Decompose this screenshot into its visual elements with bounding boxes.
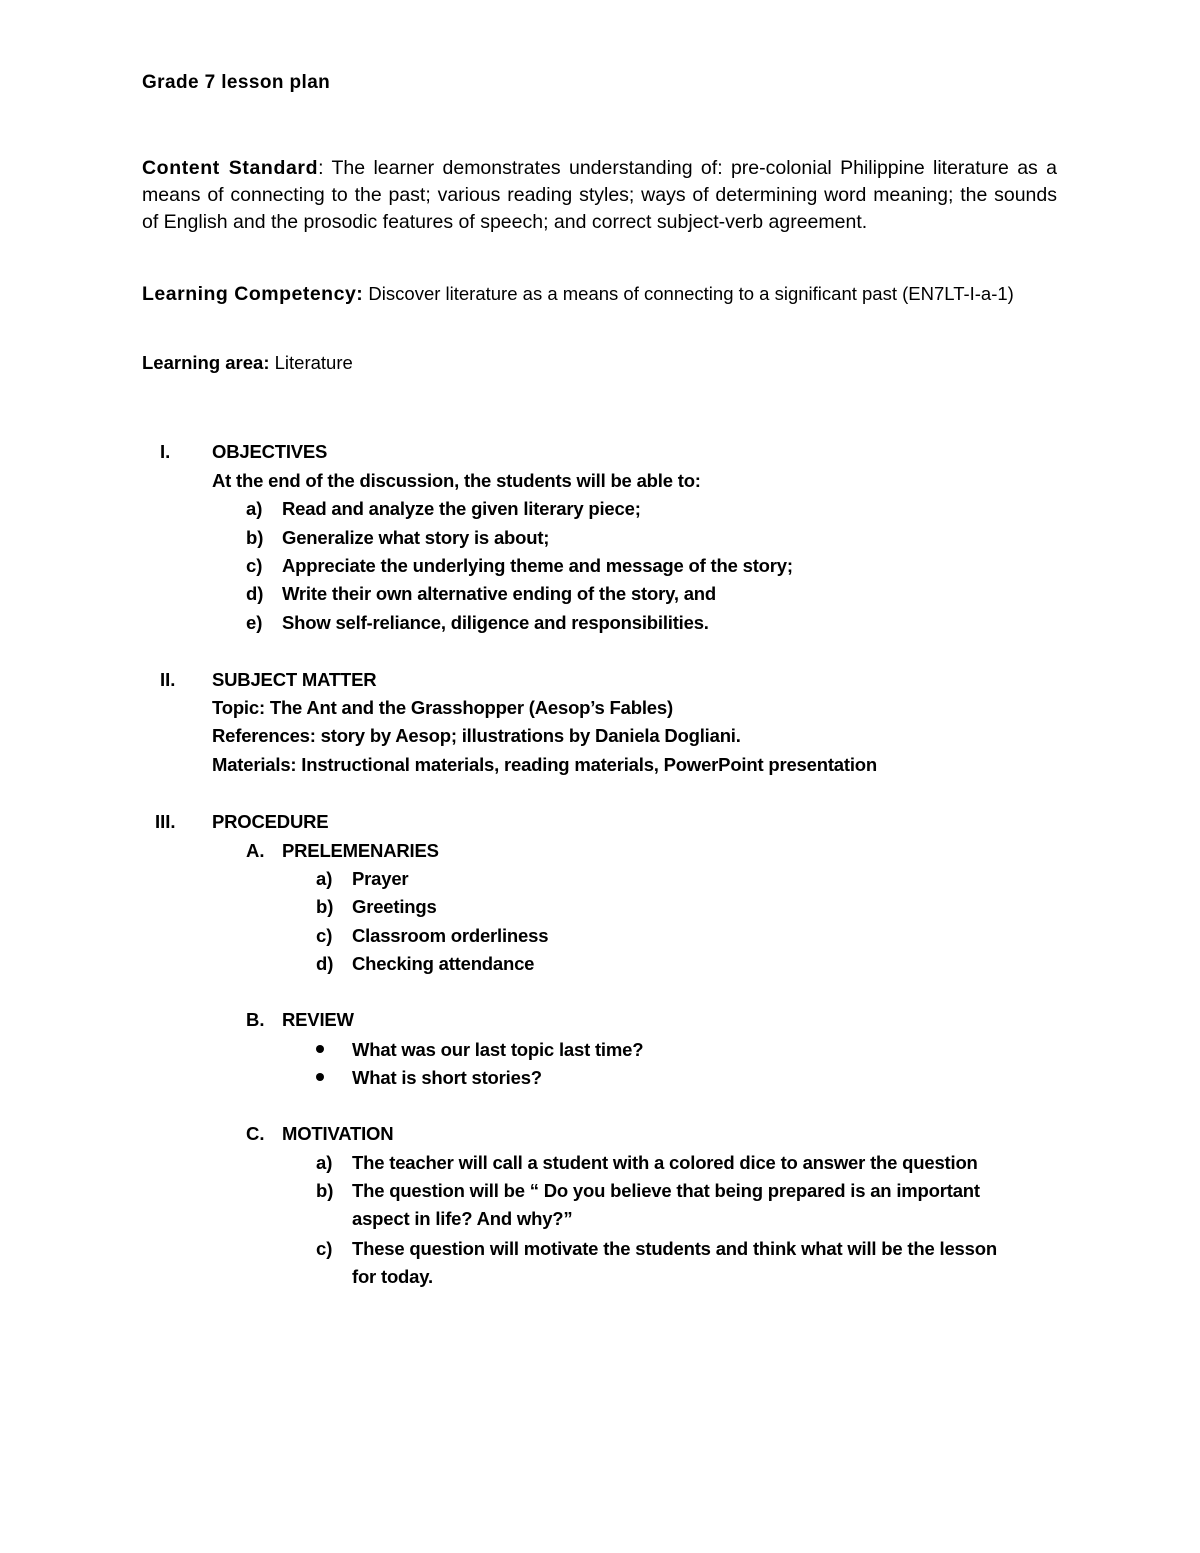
motivation-heading: MOTIVATION [282, 1123, 394, 1144]
preliminary-item: Greetings [352, 896, 437, 917]
objective-item: Show self-reliance, diligence and responsibilities. [282, 612, 709, 633]
motivation-item: The teacher will call a student with a colored dice to answer the question [352, 1152, 978, 1173]
objective-item: Generalize what story is about; [282, 527, 550, 548]
preliminary-item: Prayer [352, 868, 409, 889]
subject-matter-topic: Topic: The Ant and the Grasshopper (Aesop’s Fables) [212, 697, 673, 718]
objectives-numeral: I. [160, 441, 171, 462]
preliminary-marker: a) [316, 868, 333, 889]
objective-item: Appreciate the underlying theme and message of the story; [282, 555, 793, 576]
motivation-item-marker: c) [316, 1238, 333, 1259]
preliminary-marker: b) [316, 896, 334, 917]
preliminaries-marker: A. [246, 840, 265, 861]
preliminaries-heading: PRELEMENARIES [282, 840, 439, 861]
review-heading: REVIEW [282, 1009, 354, 1030]
learning-area [142, 352, 353, 374]
motivation-item: The question will be “ Do you believe that being prepared is an important [352, 1180, 980, 1201]
review-item: What is short stories? [352, 1067, 542, 1088]
motivation-item-continued: aspect in life? And why?” [352, 1208, 573, 1229]
objective-marker: d) [246, 583, 264, 604]
content-standard-label: Content Standard [142, 157, 319, 179]
preliminary-marker: d) [316, 953, 334, 974]
objectives-intro: At the end of the discussion, the students will be able to: [212, 470, 701, 491]
content-standard [142, 155, 1057, 236]
subject-matter-numeral: II. [160, 669, 176, 690]
learning-competency-text: Discover literature as a means of connecting to a significant past (EN7LT-I-a-1) [363, 283, 1014, 304]
objective-marker: a) [246, 498, 263, 519]
motivation-item-marker: b) [316, 1180, 334, 1201]
motivation-item-marker: a) [316, 1152, 333, 1173]
motivation-item: These question will motivate the students and think what will be the lesson [352, 1238, 997, 1259]
subject-matter-references: References: story by Aesop; illustrations by Daniela Dogliani. [212, 725, 741, 746]
motivation-marker: C. [246, 1123, 265, 1144]
learning-area-label: Learning area: [142, 352, 270, 373]
learning-competency-label: Learning Competency: [142, 283, 364, 305]
bullet-icon [316, 1045, 324, 1053]
objective-marker: e) [246, 612, 263, 633]
learning-area-text: Literature [269, 352, 353, 373]
procedure-numeral: III. [155, 811, 176, 832]
review-marker: B. [246, 1009, 265, 1030]
objective-marker: c) [246, 555, 263, 576]
objective-item: Write their own alternative ending of the story, and [282, 583, 716, 604]
learning-competency [142, 280, 1052, 309]
content-standard-text: : The learner demonstrates understanding of: pre-colonial Philippine literature as a means of connecting to the past; various reading styles; ways of determining word meaning; the sounds of English and the prosodic features of speech; and correct subject-verb agreement. [142, 157, 1057, 233]
bullet-icon [316, 1073, 324, 1081]
document-title: Grade 7 lesson plan [142, 72, 331, 93]
preliminary-item: Classroom orderliness [352, 925, 549, 946]
objective-marker: b) [246, 527, 264, 548]
review-item: What was our last topic last time? [352, 1039, 644, 1060]
preliminary-item: Checking attendance [352, 953, 535, 974]
subject-matter-materials: Materials: Instructional materials, reading materials, PowerPoint presentation [212, 754, 877, 775]
subject-matter-heading: SUBJECT MATTER [212, 669, 377, 690]
procedure-heading: PROCEDURE [212, 811, 329, 832]
objective-item: Read and analyze the given literary piece; [282, 498, 641, 519]
preliminary-marker: c) [316, 925, 333, 946]
objectives-heading: OBJECTIVES [212, 441, 328, 462]
motivation-item-continued: for today. [352, 1266, 433, 1287]
